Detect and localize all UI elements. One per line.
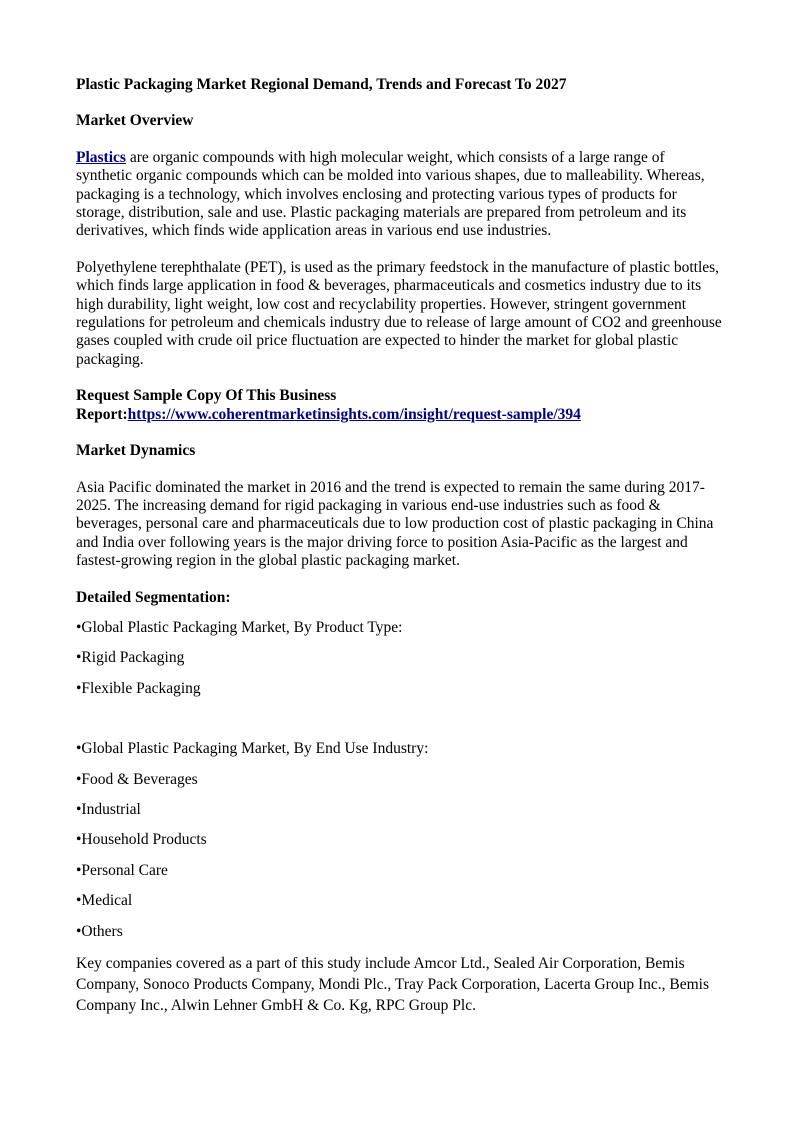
overview-paragraph-2: Polyethylene terephthalate (PET), is used as the primary feedstock in the manufacture of plastic bottles, which finds large application in food & beverages, pharmaceuticals and cosmetics industry due to its high durability, light weight, low cost and recyclability properties. However, stringent government regulations for petroleum and chemicals industry due to release of large amount of CO2 and greenhouse gases coupled with crude oil price fluctuation are expected to hinder the market for global plastic packaging. (76, 258, 722, 368)
product-type-heading-item: •Global Plastic Packaging Market, By Product Type: (76, 618, 403, 636)
plastics-link[interactable]: Plastics (76, 148, 126, 166)
segmentation-heading: Detailed Segmentation: (76, 588, 231, 606)
request-sample-label: Request Sample Copy Of This Business (76, 387, 337, 405)
list-item: •Flexible Packaging (76, 679, 201, 697)
overview-paragraph-1-text: are organic compounds with high molecular weight, which consists of a large range of synthetic organic compounds which can be molded into various shapes, due to malleability. Whereas, packaging is a technology, which involves enclosing and protecting various types of products for storage, distribution, sale and use. Plastic packaging materials are prepared from petroleum and its derivatives, which finds wide application areas in various end use industries. (76, 148, 705, 240)
request-report-prefix: Report: (76, 405, 128, 423)
market-dynamics-heading: Market Dynamics (76, 442, 196, 460)
request-sample-link[interactable]: https://www.coherentmarketinsights.com/insight/request-sample/394 (127, 405, 581, 423)
request-sample-block (76, 387, 722, 424)
list-item: •Food & Beverages (76, 770, 198, 788)
key-companies-paragraph: Key companies covered as a part of this study include Amcor Ltd., Sealed Air Corporation, Bemis Company, Sonoco Products Company, Mondi Plc., Tray Pack Corporation, Lacerta Group Inc., Bemis Company Inc., Alwin Lehner GmbH & Co. Kg, RPC Group Plc. (76, 955, 709, 1014)
list-item: •Industrial (76, 800, 141, 818)
market-overview-heading: Market Overview (76, 112, 194, 130)
list-item: •Medical (76, 892, 133, 910)
list-item: •Personal Care (76, 861, 168, 879)
document-title: Plastic Packaging Market Regional Demand, Trends and Forecast To 2027 (76, 76, 567, 93)
list-item: •Household Products (76, 831, 207, 849)
document-page (76, 76, 722, 1016)
list-item: •Others (76, 922, 123, 940)
list-item: •Rigid Packaging (76, 649, 185, 667)
market-dynamics-paragraph: Asia Pacific dominated the market in 2016 and the trend is expected to remain the same during 2017-2025. The increasing demand for rigid packaging in various end-use industries such as food & beverages, personal care and pharmaceuticals due to low production cost of plastic packaging in China and India over following years is the major driving force to position Asia-Pacific as the largest and fastest-growing region in the global plastic packaging market. (76, 478, 714, 570)
overview-paragraph-1 (76, 149, 722, 241)
end-use-heading-item: •Global Plastic Packaging Market, By End Use Industry: (76, 740, 429, 758)
